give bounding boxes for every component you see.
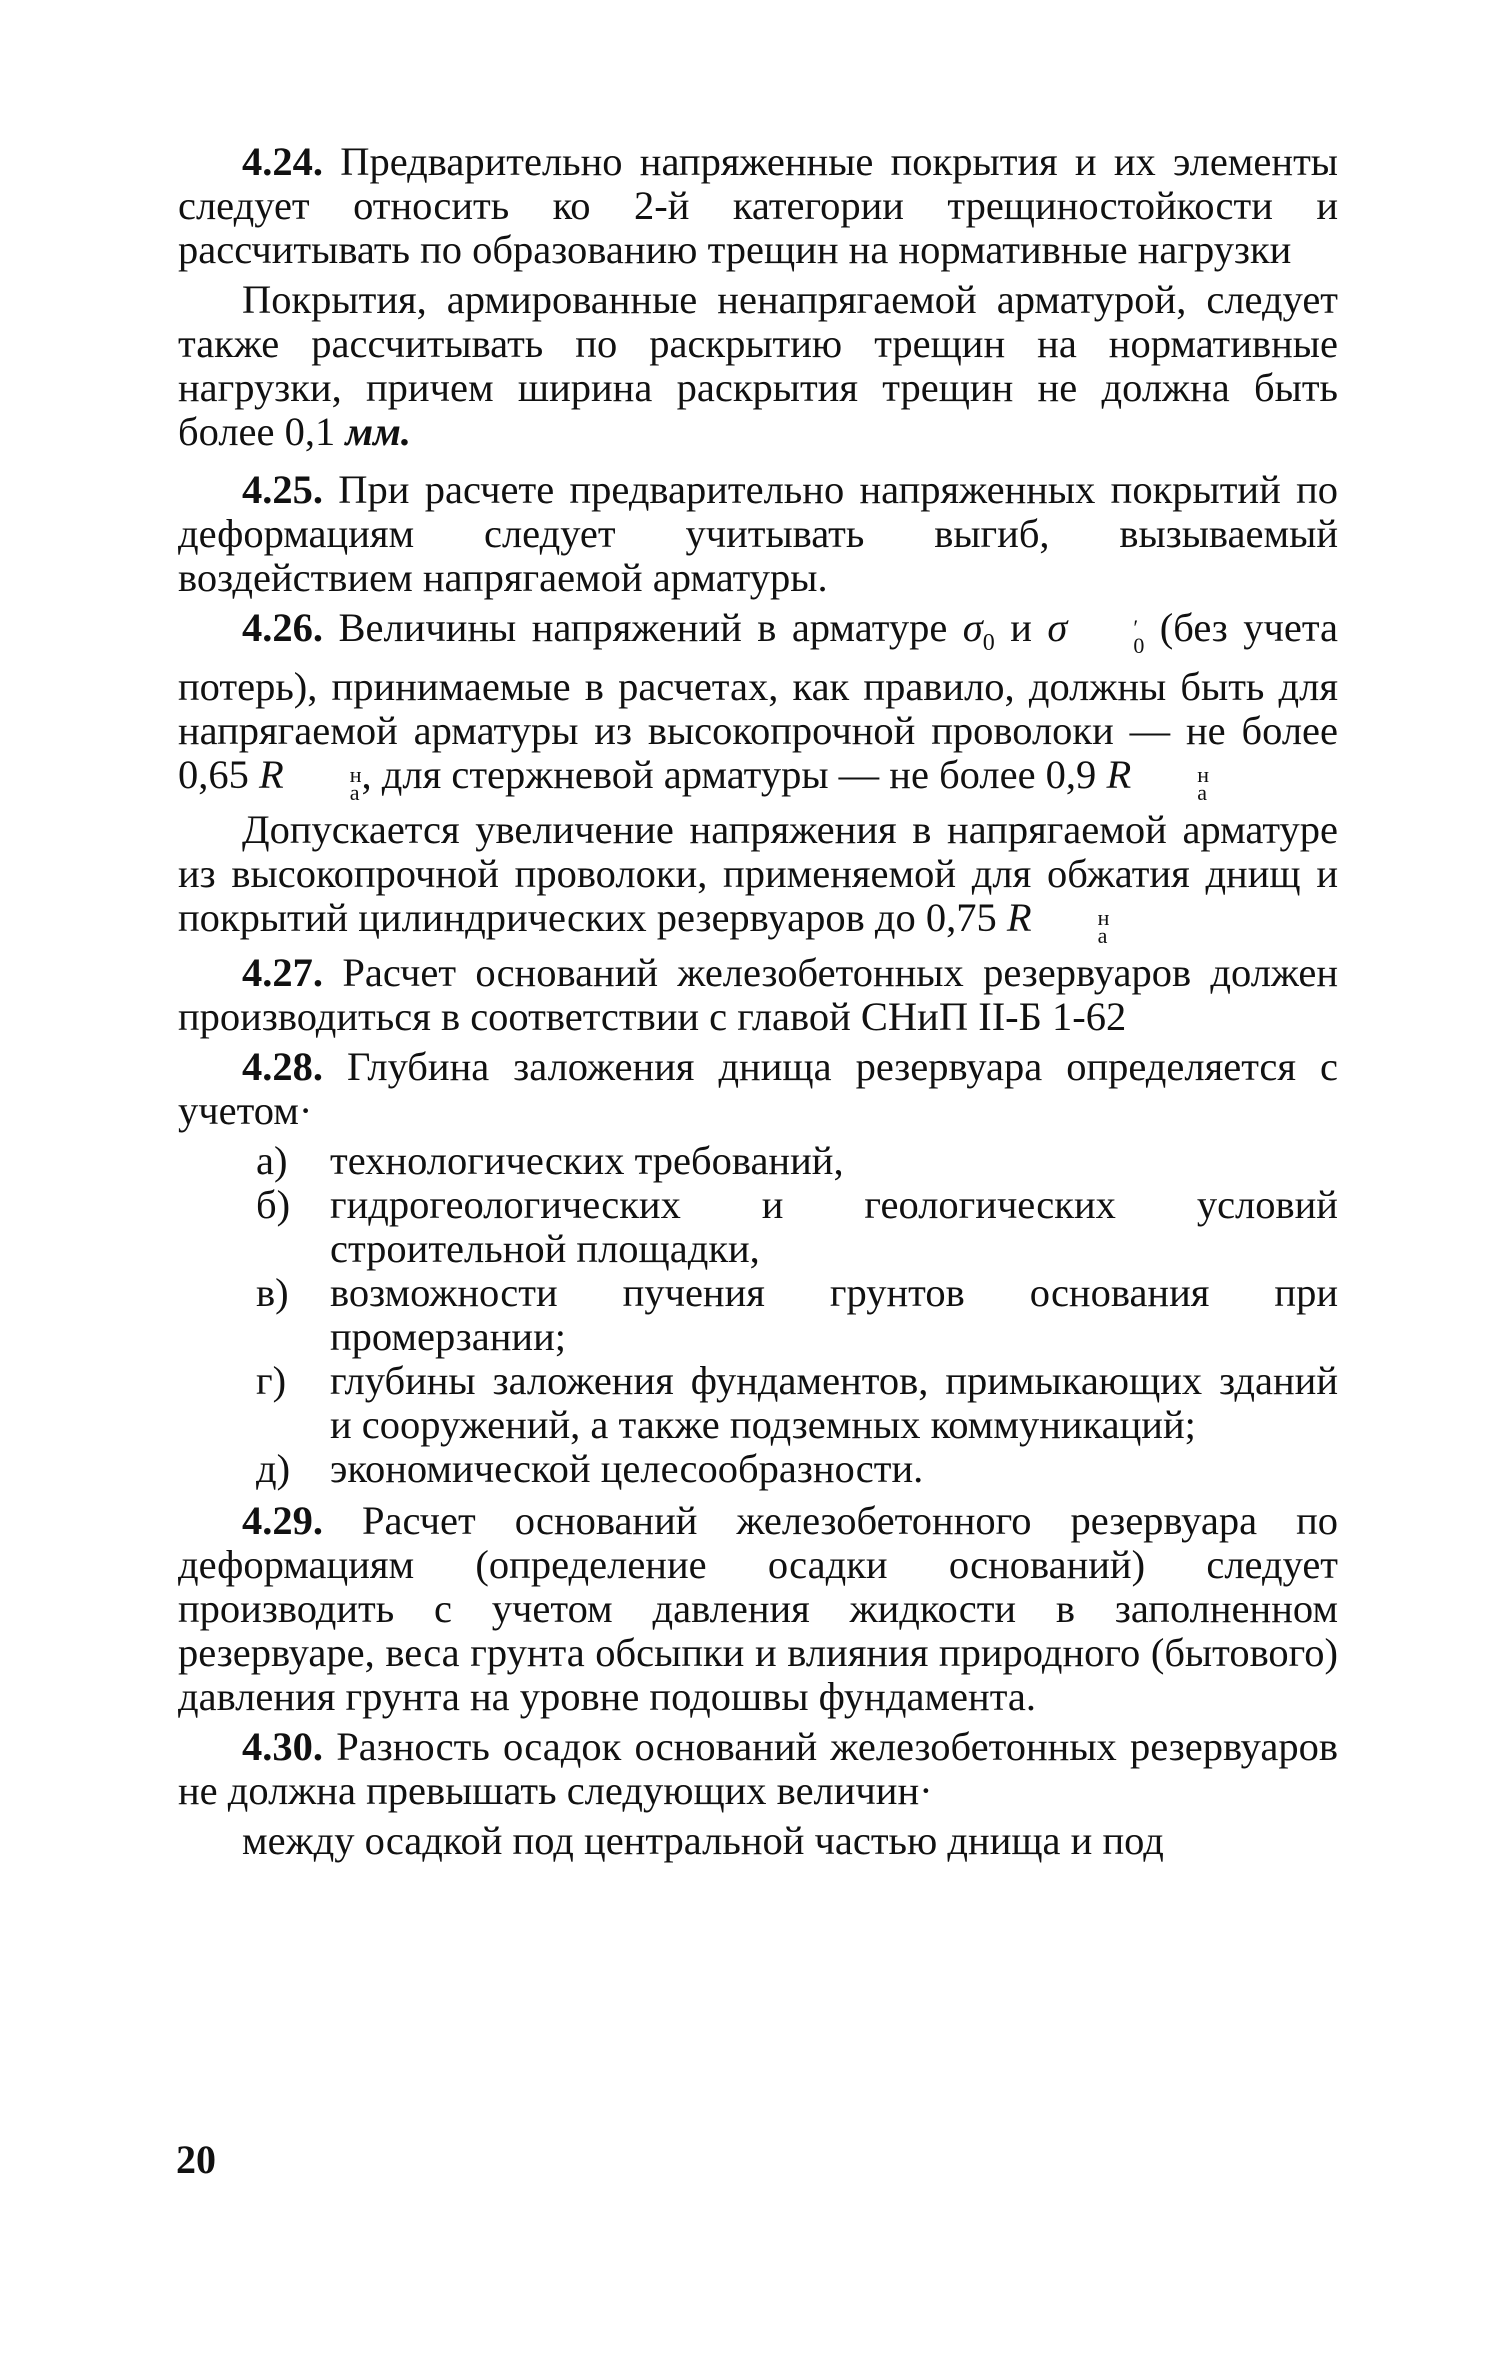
clause-text: (без учета потерь), принимаемые в расчетах, как правило, должны быть для напрягаемой арматуры из высокопрочной проволоки — не более 0,65 <box>178 605 1339 798</box>
clause-number: 4.28. <box>242 1044 323 1090</box>
list-marker: д) <box>256 1446 291 1492</box>
clause-4-25 <box>178 468 1338 600</box>
clause-number: 4.27. <box>242 950 323 996</box>
clause-4-24-paragraph-2 <box>178 278 1338 454</box>
list-item-text: экономической целесообразности. <box>330 1446 924 1492</box>
list-item <box>178 1183 1338 1271</box>
clause-4-27 <box>178 951 1338 1039</box>
list-item-text: возможности пучения грунтов основания при промерзании; <box>330 1270 1338 1360</box>
document-body <box>178 140 1338 1863</box>
r-a-n-symbol: R н а <box>1006 895 1110 949</box>
clause-text: При расчете предварительно напряженных покрытий по деформациям следует учитывать выгиб, вызываемый воздействием напрягаемой арматуры. <box>178 467 1338 600</box>
unit-mm: мм. <box>345 409 411 454</box>
clause-text: Покрытия, армированные ненапрягаемой арматурой, следует также рассчитывать по раскрытию трещин на нормативные нагрузки, причем ширина раскрытия трещин не должна быть более 0,1 <box>178 277 1338 454</box>
clause-text: Разность осадок оснований железобетонных резервуаров не должна превышать следующих величин· <box>178 1724 1338 1814</box>
sigma-0-symbol: $\sigma_0$ <box>962 605 995 657</box>
clause-text: Предварительно напряженные покрытия и их элементы следует относить ко 2-й категории трещиностойкости и рассчитывать по образованию трещин на нормативные нагрузки <box>178 139 1338 272</box>
clause-text: , для стержневой арматуры — не более 0,9 <box>361 752 1107 798</box>
clause-4-30 <box>178 1725 1338 1813</box>
document-page <box>178 140 1338 1869</box>
list-item-text: технологических требований, <box>330 1138 844 1184</box>
clause-4-29 <box>178 1499 1338 1719</box>
list-item-text: гидрогеологических и геологических условий строительной площадки, <box>330 1182 1338 1272</box>
list-marker: г) <box>256 1358 287 1404</box>
list-item <box>178 1139 1338 1183</box>
r-a-n-symbol: R н а <box>259 752 362 806</box>
list-item <box>178 1447 1338 1491</box>
clause-text: Расчет оснований железобетонного резервуара по деформациям (определение осадки оснований) следует производить с учетом давления жидкости в заполненном резервуаре, веса грунта обсыпки и влияния природного (бытового) давления грунта на уровне подошвы фундамента. <box>178 1498 1338 1720</box>
clause-text: Допускается увеличение напряжения в напрягаемой арматуре из высокопрочной проволоки, применяемой для обжатия днищ и покрытий цилиндрических резервуаров до 0,75 <box>178 807 1338 941</box>
clause-text: Величины напряжений в арматуре <box>338 605 963 650</box>
clause-number: 4.24. <box>242 139 323 184</box>
clause-4-30-continuation <box>178 1819 1338 1863</box>
sigma-0-prime-symbol: σ ′ 0 <box>1047 605 1145 658</box>
list-marker: в) <box>256 1270 289 1316</box>
clause-text: Глубина заложения днища резервуара определяется с учетом· <box>178 1044 1338 1134</box>
clause-number: 4.30. <box>242 1724 323 1770</box>
clause-4-24 <box>178 140 1338 272</box>
clause-4-26 <box>178 605 1339 806</box>
list-item <box>178 1359 1338 1447</box>
list-item-text: глубины заложения фундаментов, примыкающих зданий и сооружений, а также подземных коммуникаций; <box>330 1358 1338 1448</box>
list-item <box>178 1271 1338 1359</box>
clause-number: 4.25. <box>242 467 323 512</box>
clause-number: 4.29. <box>242 1498 323 1544</box>
clause-4-28 <box>178 1045 1338 1133</box>
page-number: 20 <box>176 2137 216 2182</box>
r-a-n-symbol: R н а <box>1106 752 1209 806</box>
clause-text: Расчет оснований железобетонных резервуаров должен производиться в соответствии с главой СНиП II-Б 1-62 <box>178 950 1339 1040</box>
list-marker: а) <box>256 1138 288 1184</box>
clause-number: 4.26. <box>242 605 323 650</box>
requirements-list <box>178 1139 1338 1491</box>
list-marker: б) <box>256 1182 291 1228</box>
conjunction: и <box>994 605 1048 650</box>
clause-4-26-paragraph-2 <box>178 807 1338 949</box>
clause-text: между осадкой под центральной частью днища и под <box>242 1818 1164 1864</box>
